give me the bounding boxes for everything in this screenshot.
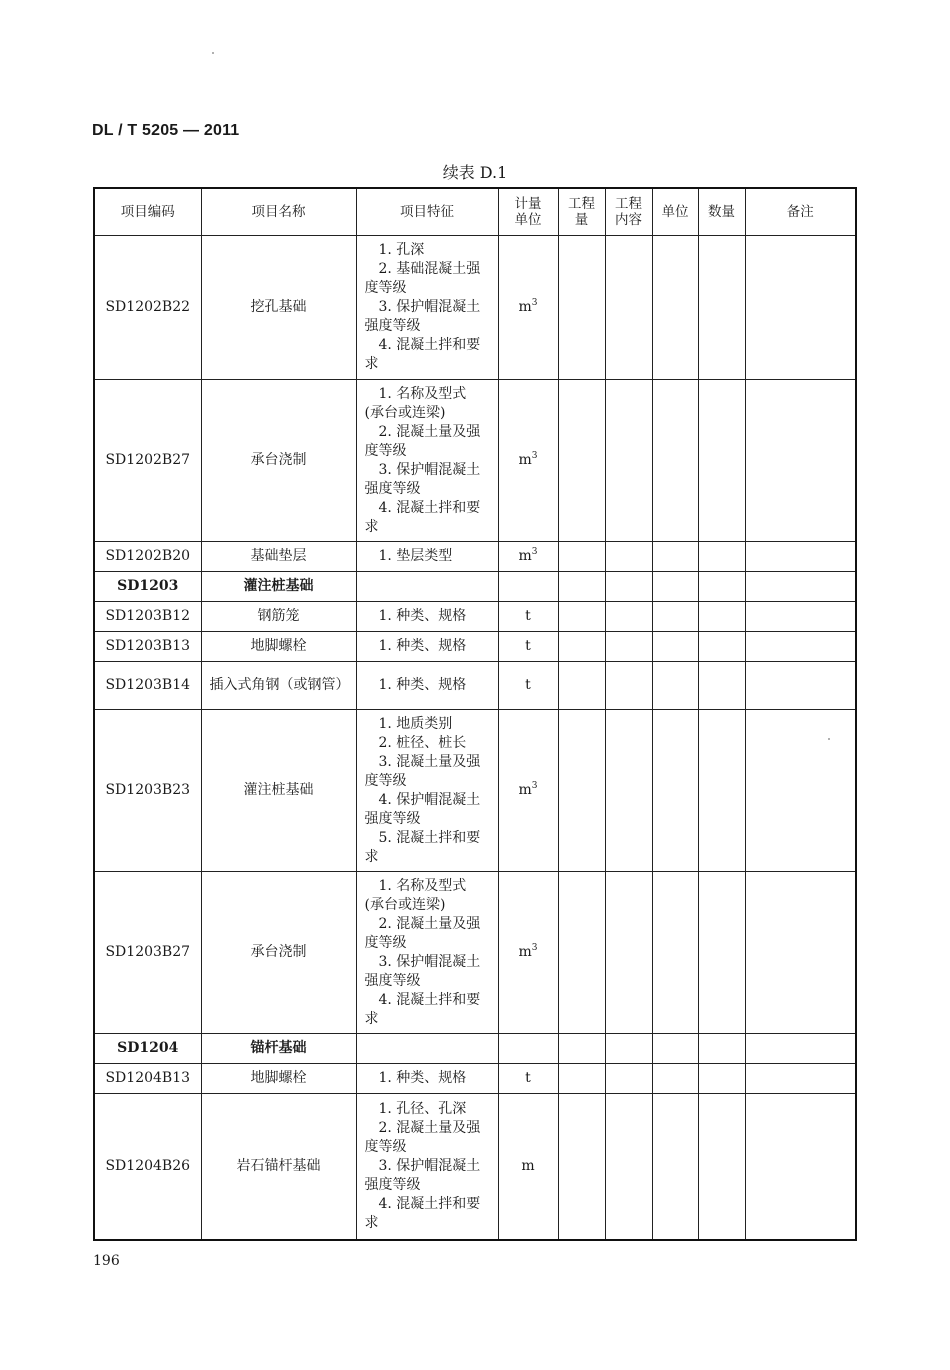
cell-remarks (745, 662, 856, 710)
cell-code: SD1204B13 (94, 1064, 201, 1094)
unit-value: t (525, 608, 531, 624)
cell-sub-unit (652, 602, 698, 632)
col-header-quantity-label: 工程 量 (568, 196, 595, 228)
cell-name: 锚杆基础 (201, 1034, 356, 1064)
feature-line: 3. 保护帽混凝土 (378, 1157, 481, 1174)
feature-line: 度等级 (364, 934, 407, 951)
feature-line: 1. 种类、规格 (378, 638, 467, 654)
cell-content (605, 572, 652, 602)
cell-name: 岩石锚杆基础 (201, 1094, 356, 1240)
cell-quantity (558, 1034, 605, 1064)
cell-sub-unit (652, 662, 698, 710)
feature-line: 度等级 (364, 772, 407, 789)
cell-remarks (745, 1034, 856, 1064)
table-row (94, 872, 856, 1034)
table-row (94, 1034, 856, 1064)
cell-content (605, 710, 652, 872)
feature-line: 1. 名称及型式 (378, 385, 467, 402)
table-header-row (94, 188, 856, 236)
feature-line: 1. 种类、规格 (378, 677, 467, 693)
feature-line: 求 (364, 848, 379, 865)
cell-amount (698, 236, 745, 380)
cell-quantity (558, 872, 605, 1034)
feature-line: 1. 种类、规格 (378, 608, 467, 624)
cell-unit (498, 572, 558, 602)
cell-name: 钢筋笼 (201, 602, 356, 632)
cell-amount (698, 542, 745, 572)
feature-line: 求 (364, 1010, 379, 1027)
feature-line: (承台或连梁) (364, 404, 446, 421)
feature-line: 度等级 (364, 1138, 407, 1155)
unit-superscript: 3 (531, 943, 538, 953)
col-header-name-label: 项目名称 (251, 204, 306, 220)
cell-features (356, 1064, 498, 1094)
feature-line: 4. 混凝土拌和要 (378, 991, 481, 1008)
col-header-code (94, 188, 201, 236)
cell-remarks (745, 632, 856, 662)
feature-line: 1. 种类、规格 (378, 1070, 467, 1086)
cell-amount (698, 1034, 745, 1064)
cell-features (356, 602, 498, 632)
cell-unit (498, 662, 558, 710)
unit-value: m (518, 299, 532, 315)
cell-content (605, 1064, 652, 1094)
cell-unit (498, 1094, 558, 1240)
feature-line: 4. 混凝土拌和要 (378, 337, 481, 353)
cell-code: SD1202B22 (94, 236, 201, 380)
table-caption: 续表 D.1 (442, 163, 508, 182)
feature-line: 1. 地质类别 (378, 715, 453, 732)
cell-content (605, 602, 652, 632)
cell-amount (698, 632, 745, 662)
cell-features (356, 662, 498, 710)
col-header-features (356, 188, 498, 236)
cell-features (356, 632, 498, 662)
cell-features (356, 1094, 498, 1240)
cell-name: 插入式角钢（或钢管） (201, 662, 356, 710)
col-header-name (201, 188, 356, 236)
table-row (94, 572, 856, 602)
cell-content (605, 380, 652, 542)
cell-content (605, 1034, 652, 1064)
cell-amount (698, 872, 745, 1034)
cell-content (605, 632, 652, 662)
cell-remarks (745, 1064, 856, 1094)
cell-code: SD1204B26 (94, 1094, 201, 1240)
cell-amount (698, 380, 745, 542)
feature-line: 2. 混凝土量及强 (378, 423, 481, 440)
cell-remarks (745, 542, 856, 572)
col-header-amount-label: 数量 (708, 204, 735, 220)
cell-remarks (745, 236, 856, 380)
cell-features (356, 236, 498, 380)
col-header-code-label: 项目编码 (120, 204, 175, 220)
table-row (94, 662, 856, 710)
project-table (93, 187, 857, 1241)
cell-unit (498, 1064, 558, 1094)
unit-value: m (518, 782, 532, 798)
cell-name: 挖孔基础 (201, 236, 356, 380)
unit-superscript: 3 (531, 781, 538, 791)
cell-amount (698, 710, 745, 872)
col-header-sub-unit-label: 单位 (661, 204, 689, 220)
cell-features (356, 710, 498, 872)
col-header-content-label: 工程 内容 (615, 196, 642, 228)
feature-line: 3. 保护帽混凝土 (378, 461, 481, 478)
feature-line: 求 (364, 1214, 379, 1231)
feature-line: 4. 保护帽混凝土 (378, 791, 481, 808)
cell-remarks (745, 602, 856, 632)
feature-line: 度等级 (364, 280, 407, 296)
feature-line: 强度等级 (364, 1176, 421, 1193)
cell-features (356, 572, 498, 602)
cell-sub-unit (652, 1094, 698, 1240)
cell-quantity (558, 1094, 605, 1240)
feature-line: 求 (364, 356, 379, 372)
feature-line: 强度等级 (364, 810, 421, 827)
cell-remarks (745, 872, 856, 1034)
cell-quantity (558, 632, 605, 662)
cell-features (356, 872, 498, 1034)
feature-line: 1. 孔深 (378, 242, 425, 258)
cell-name: 承台浇制 (201, 380, 356, 542)
page-number: 196 (93, 1253, 120, 1269)
unit-superscript: 3 (531, 451, 538, 461)
cell-features (356, 380, 498, 542)
cell-name: 灌注桩基础 (201, 572, 356, 602)
cell-unit (498, 380, 558, 542)
cell-sub-unit (652, 380, 698, 542)
cell-name: 基础垫层 (201, 542, 356, 572)
cell-content (605, 662, 652, 710)
cell-unit (498, 236, 558, 380)
cell-content (605, 1094, 652, 1240)
cell-amount (698, 1094, 745, 1240)
table-row (94, 236, 856, 380)
cell-code: SD1203B12 (94, 602, 201, 632)
cell-quantity (558, 542, 605, 572)
feature-line: 1. 名称及型式 (378, 877, 467, 894)
feature-line: 1. 孔径、孔深 (378, 1100, 467, 1117)
table-container (93, 187, 857, 1241)
cell-code: SD1203B13 (94, 632, 201, 662)
feature-line: 4. 混凝土拌和要 (378, 1195, 481, 1212)
cell-sub-unit (652, 1034, 698, 1064)
unit-value: m (518, 548, 532, 564)
feature-line: 度等级 (364, 442, 407, 459)
feature-line: 2. 混凝土量及强 (378, 1119, 481, 1136)
unit-superscript: 3 (531, 547, 538, 557)
table-row (94, 632, 856, 662)
cell-features (356, 542, 498, 572)
cell-sub-unit (652, 236, 698, 380)
cell-unit (498, 872, 558, 1034)
cell-unit (498, 542, 558, 572)
cell-quantity (558, 602, 605, 632)
unit-value: t (525, 677, 531, 693)
feature-line: 2. 基础混凝土强 (378, 261, 481, 277)
cell-sub-unit (652, 632, 698, 662)
standard-code: DL / T 5205 — 2011 (92, 122, 240, 139)
feature-line: 3. 混凝土量及强 (378, 753, 481, 770)
scan-speck (828, 738, 830, 740)
table-row (94, 710, 856, 872)
cell-unit (498, 602, 558, 632)
feature-line: 2. 混凝土量及强 (378, 915, 481, 932)
table-row (94, 380, 856, 542)
cell-unit (498, 710, 558, 872)
feature-line: 5. 混凝土拌和要 (378, 829, 481, 846)
scan-speck (212, 52, 214, 54)
cell-quantity (558, 572, 605, 602)
cell-quantity (558, 662, 605, 710)
cell-unit (498, 632, 558, 662)
unit-superscript: 3 (531, 298, 538, 308)
cell-quantity (558, 380, 605, 542)
table-row (94, 542, 856, 572)
feature-line: 1. 垫层类型 (378, 548, 453, 564)
cell-amount (698, 1064, 745, 1094)
cell-sub-unit (652, 710, 698, 872)
col-header-content (605, 188, 652, 236)
cell-amount (698, 572, 745, 602)
feature-line: 强度等级 (364, 318, 421, 334)
unit-value: m (518, 452, 532, 468)
table-row (94, 1094, 856, 1240)
table-body (94, 236, 856, 1240)
cell-quantity (558, 710, 605, 872)
cell-remarks (745, 380, 856, 542)
feature-line: 2. 桩径、桩长 (378, 734, 467, 751)
cell-name: 承台浇制 (201, 872, 356, 1034)
cell-content (605, 872, 652, 1034)
cell-sub-unit (652, 872, 698, 1034)
cell-content (605, 542, 652, 572)
cell-code: SD1203B27 (94, 872, 201, 1034)
feature-line: 4. 混凝土拌和要 (378, 499, 481, 516)
col-header-quantity (558, 188, 605, 236)
feature-line: 强度等级 (364, 480, 421, 497)
cell-remarks (745, 572, 856, 602)
cell-amount (698, 602, 745, 632)
table-row (94, 1064, 856, 1094)
cell-remarks (745, 710, 856, 872)
feature-line: 求 (364, 518, 379, 535)
unit-value: t (525, 638, 531, 654)
feature-line: (承台或连梁) (364, 896, 446, 913)
feature-line: 3. 保护帽混凝土 (378, 953, 481, 970)
cell-features (356, 1034, 498, 1064)
table-row (94, 602, 856, 632)
feature-line: 强度等级 (364, 972, 421, 989)
cell-quantity (558, 236, 605, 380)
col-header-amount (698, 188, 745, 236)
col-header-remarks-label: 备注 (786, 204, 814, 220)
col-header-unit-label: 计量 单位 (514, 196, 542, 228)
cell-name: 地脚螺栓 (201, 632, 356, 662)
cell-content (605, 236, 652, 380)
unit-value: m (518, 944, 532, 960)
cell-amount (698, 662, 745, 710)
cell-code: SD1203 (94, 572, 201, 602)
feature-line: 3. 保护帽混凝土 (378, 299, 481, 315)
col-header-features-label: 项目特征 (400, 204, 454, 220)
cell-name: 灌注桩基础 (201, 710, 356, 872)
cell-unit (498, 1034, 558, 1064)
cell-code: SD1203B14 (94, 662, 201, 710)
cell-code: SD1204 (94, 1034, 201, 1064)
col-header-remarks (745, 188, 856, 236)
cell-quantity (558, 1064, 605, 1094)
col-header-sub-unit (652, 188, 698, 236)
unit-value: m (521, 1157, 535, 1174)
cell-code: SD1203B23 (94, 710, 201, 872)
cell-code: SD1202B20 (94, 542, 201, 572)
cell-sub-unit (652, 1064, 698, 1094)
cell-name: 地脚螺栓 (201, 1064, 356, 1094)
cell-remarks (745, 1094, 856, 1240)
cell-code: SD1202B27 (94, 380, 201, 542)
cell-sub-unit (652, 572, 698, 602)
col-header-unit (498, 188, 558, 236)
cell-sub-unit (652, 542, 698, 572)
unit-value: t (525, 1070, 531, 1086)
